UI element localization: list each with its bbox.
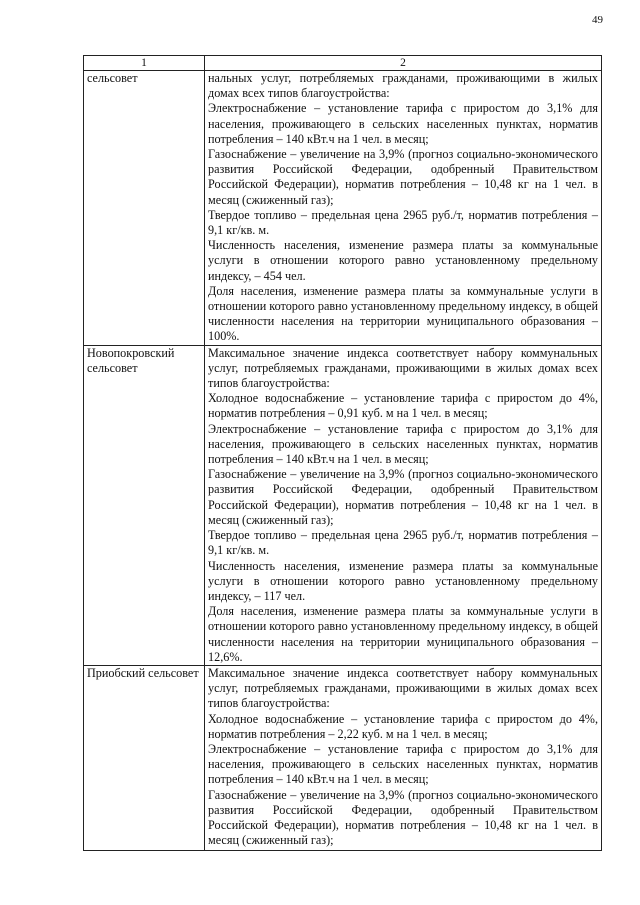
table-row <box>84 71 602 346</box>
indicators-table <box>83 55 602 851</box>
column-header-1: 1 <box>84 56 205 71</box>
indicator-description <box>205 665 602 850</box>
paragraph: Электроснабжение – установление тарифа с приростом до 3,1% для населения, проживающего в сельских населенных пунктах, норматив потребления – 140 кВт.ч на 1 чел. в месяц; <box>208 741 598 787</box>
municipality-name: Приобский сельсовет <box>84 665 205 850</box>
indicator-description <box>205 71 602 346</box>
table-row <box>84 665 602 850</box>
municipality-name: Новопокровский сельсовет <box>84 345 205 665</box>
paragraph: Максимальное значение индекса соответствует набору коммунальных услуг, потребляемых гражданами, проживающими в жилых домах всех типов благоустройства: <box>208 665 598 711</box>
paragraph: Доля населения, изменение размера платы за коммунальные услуги в отношении которого равно установленному предельному индексу, в общей численности населения на территории муниципального образования – 12,6%. <box>208 604 598 664</box>
column-header-2: 2 <box>205 56 602 71</box>
paragraph: Газоснабжение – увеличение на 3,9% (прогноз социально-экономического развития Российской Федерации, одобренный Правительством Российской Федерации), норматив потребления – 10,48 кг на 1 чел. в месяц (сжиженный газ); <box>208 467 598 527</box>
paragraph: Максимальное значение индекса соответствует набору коммунальных услуг, потребляемых гражданами, проживающими в жилых домах всех типов благоустройства: <box>208 345 598 391</box>
indicator-description <box>205 345 602 665</box>
paragraph: Численность населения, изменение размера платы за коммунальные услуги в отношении которого равно установленному предельному индексу, – 117 чел. <box>208 558 598 603</box>
page-number: 49 <box>592 14 603 26</box>
paragraph: Газоснабжение – увеличение на 3,9% (прогноз социально-экономического развития Российской Федерации, одобренный Правительством Российской Федерации), норматив потребления – 10,48 кг на 1 чел. в месяц (сжиженный газ); <box>208 147 598 207</box>
paragraph: нальных услуг, потребляемых гражданами, проживающими в жилых домах всех типов благоустройства: <box>208 71 598 101</box>
table-header-row <box>84 56 602 71</box>
paragraph: Твердое топливо – предельная цена 2965 руб./т, норматив потребления – 9,1 кг/кв. м. <box>208 207 598 238</box>
paragraph: Холодное водоснабжение – установление тарифа с приростом до 4%, норматив потребления – 2,22 куб. м на 1 чел. в месяц; <box>208 711 598 741</box>
municipality-name: сельсовет <box>84 71 205 346</box>
paragraph: Численность населения, изменение размера платы за коммунальные услуги в отношении которого равно установленному предельному индексу, – 454 чел. <box>208 238 598 283</box>
paragraph: Электроснабжение – установление тарифа с приростом до 3,1% для населения, проживающего в сельских населенных пунктах, норматив потребления – 140 кВт.ч на 1 чел. в месяц; <box>208 421 598 467</box>
paragraph: Холодное водоснабжение – установление тарифа с приростом до 4%, норматив потребления – 0,91 куб. м на 1 чел. в месяц; <box>208 391 598 421</box>
paragraph: Твердое топливо – предельная цена 2965 руб./т, норматив потребления – 9,1 кг/кв. м. <box>208 528 598 558</box>
paragraph: Электроснабжение – установление тарифа с приростом до 3,1% для населения, проживающего в сельских населенных пунктах, норматив потребления – 140 кВт.ч на 1 чел. в месяц; <box>208 101 598 146</box>
paragraph: Доля населения, изменение размера платы за коммунальные услуги в отношении которого равно установленному предельному индексу, в общей численности населения на территории муниципального образования – 100%. <box>208 283 598 344</box>
paragraph: Газоснабжение – увеличение на 3,9% (прогноз социально-экономического развития Российской Федерации, одобренный Правительством Российской Федерации), норматив потребления – 10,48 кг на 1 чел. в месяц (сжиженный газ); <box>208 787 598 848</box>
table-row <box>84 345 602 665</box>
